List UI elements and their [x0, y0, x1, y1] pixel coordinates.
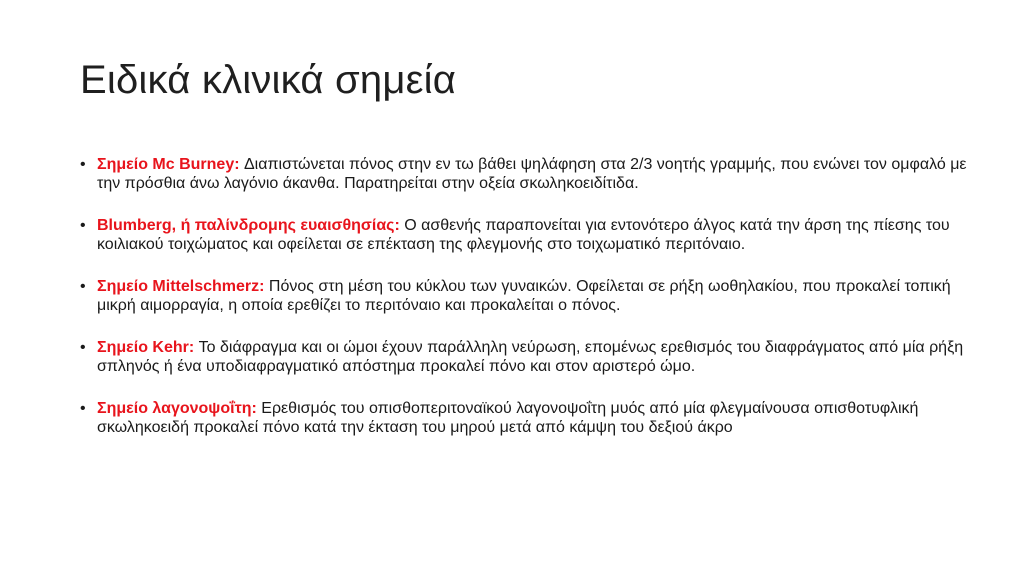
bullet-icon: •: [80, 278, 86, 295]
bullet-item-psoas: [80, 400, 985, 437]
bullet-item-mc-burney: [80, 156, 985, 193]
bullet-term: Σημείο Kehr:: [97, 339, 195, 356]
bullet-icon: •: [80, 339, 86, 356]
bullet-term: Σημείο λαγονοψοΐτη:: [97, 400, 257, 417]
slide-title: Ειδικά κλινικά σημεία: [80, 58, 457, 102]
bullet-text: Ο ασθενής παραπονείται για εντονότερο άλγος κατά την άρση της πίεσης του κοιλιακού τοιχώματος και οφείλεται σε επέκταση της φλεγμονής στο τοιχωματικό περιτόναιο.: [97, 217, 950, 253]
bullet-term: Σημείο Mc Burney:: [97, 156, 240, 173]
bullet-text: Το διάφραγμα και οι ώμοι έχουν παράλληλη νεύρωση, επομένως ερεθισμός του διαφράγματος από μία ρήξη σπληνός ή ένα υποδιαφραγματικό απόστημα προκαλεί πόνο και στον αριστερό ώμο.: [97, 339, 964, 375]
bullet-text: Διαπιστώνεται πόνος στην εν τω βάθει ψηλάφηση στα 2/3 νοητής γραμμής, που ενώνει τον ομφαλό με την πρόσθια άνω λαγόνιο άκανθα. Παρατηρείται στην οξεία σκωληκοειδίτιδα.: [97, 156, 967, 192]
bullet-icon: •: [80, 156, 86, 173]
bullet-list: [80, 156, 985, 461]
bullet-term: Σημείο Mittelschmerz:: [97, 278, 265, 295]
bullet-text: Πόνος στη μέση του κύκλου των γυναικών. Οφείλεται σε ρήξη ωοθηλακίου, που προκαλεί τοπική μικρή αιμορραγία, η οποία ερεθίζει το περιτόναιο και προκαλείται ο πόνος.: [97, 278, 951, 314]
bullet-item-kehr: [80, 339, 985, 376]
bullet-item-blumberg: [80, 217, 985, 254]
bullet-icon: •: [80, 217, 86, 234]
bullet-item-mittelschmerz: [80, 278, 985, 315]
bullet-text: Ερεθισμός του οπισθοπεριτοναϊκού λαγονοψοΐτη μυός από μία φλεγμαίνουσα οπισθοτυφλική σκωληκοειδή προκαλεί πόνο κατά την έκταση του μηρού μετά από κάμψη του δεξιού άκρο: [97, 400, 919, 436]
bullet-icon: •: [80, 400, 86, 417]
bullet-term: Blumberg, ή παλίνδρομης ευαισθησίας:: [97, 217, 400, 234]
